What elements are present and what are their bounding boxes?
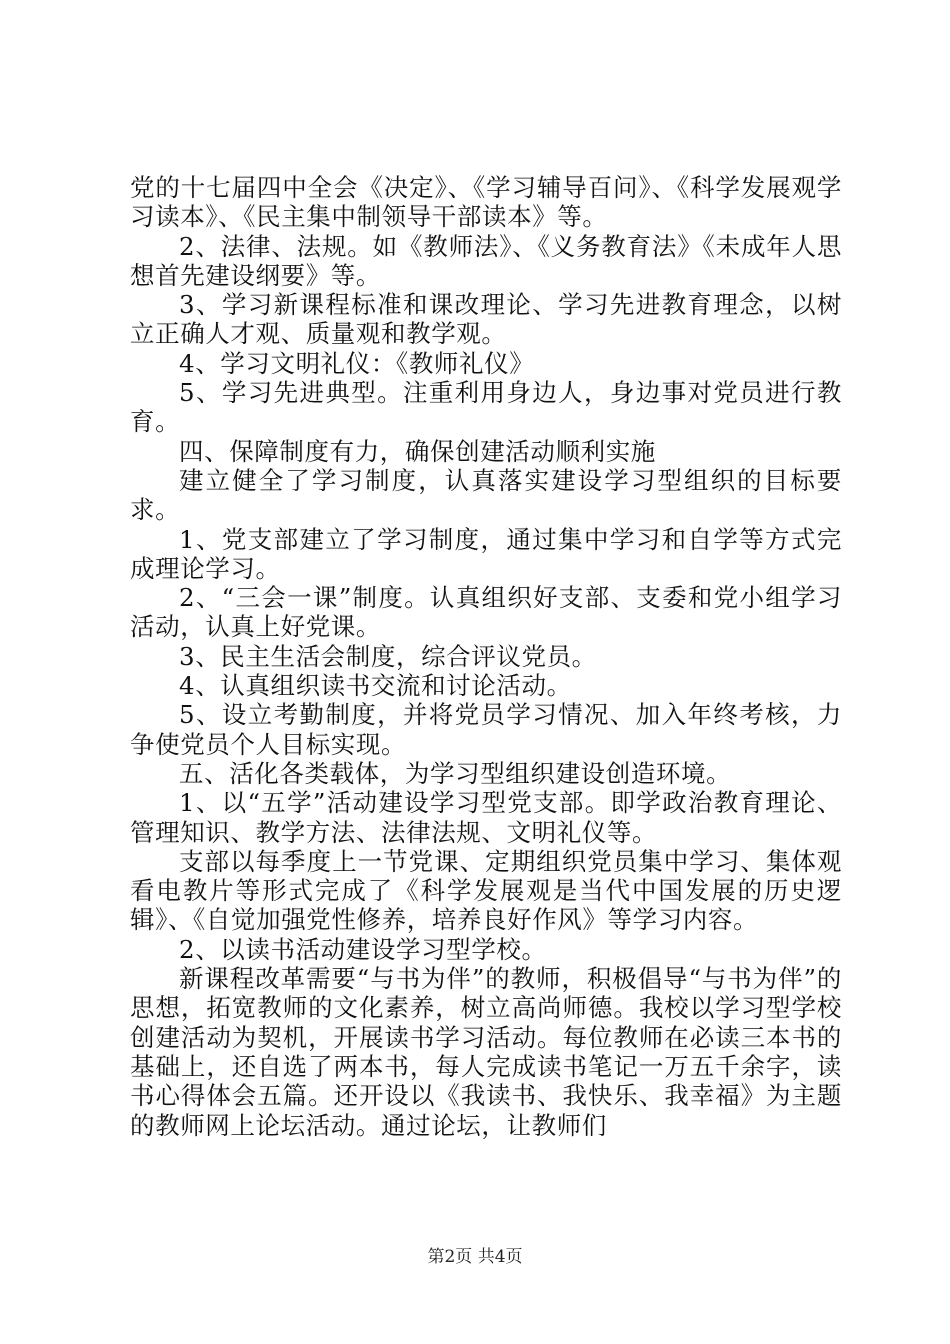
paragraph: 2、以读书活动建设学习型学校。	[179, 934, 547, 964]
paragraph: 3、民主生活会制度，综合评议党员。	[179, 641, 597, 671]
paragraph: 2、“三会一课”制度。认真组织好支部、支委和党小组学习活动，认真上好党课。	[130, 583, 842, 642]
paragraph: 5、学习先进典型。注重利用身边人，身边事对党员进行教育。	[130, 378, 842, 437]
paragraph: 2、法律、法规。如《教师法》、《义务教育法》《未成年人思想首先建设纲要》等。	[130, 231, 842, 290]
paragraph: 支部以每季度上一节党课、定期组织党员集中学习、集体观看电教片等形式完成了《科学发展观是当代中国发展的历史逻辑》、《自觉加强党性修养，培养良好作风》等学习内容。	[130, 846, 842, 935]
paragraph: 1、党支部建立了学习制度，通过集中学习和自学等方式完成理论学习。	[130, 524, 842, 583]
section-heading: 四、保障制度有力，确保创建活动顺利实施	[179, 436, 656, 466]
paragraph: 3、学习新课程标准和课改理论、学习先进教育理念，以树立正确人才观、质量观和教学观。	[130, 290, 842, 349]
paragraph: 党的十七届四中全会《决定》、《学习辅导百问》、《科学发展观学习读本》、《民主集中制领导干部读本》等。	[130, 173, 842, 232]
paragraph: 建立健全了学习制度，认真落实建设学习型组织的目标要求。	[130, 465, 842, 525]
page-number-footer: 第2页 共4页	[427, 1247, 523, 1267]
paragraph: 4、认真组织读书交流和讨论活动。	[179, 671, 572, 701]
document-body	[130, 173, 842, 1140]
section-heading: 五、活化各类载体，为学习型组织建设创造环境。	[179, 758, 732, 788]
paragraph: 1、以“五学”活动建设学习型党支部。即学政治教育理论、管理知识、教学方法、法律法规、文明礼仪等。	[130, 788, 842, 847]
paragraph: 新课程改革需要“与书为伴”的教师，积极倡导“与书为伴”的思想，拓宽教师的文化素养，树立高尚师德。我校以学习型学校创建活动为契机，开展读书学习活动。每位教师在必读三本书的基础上，还自选了两本书，每人完成读书笔记一万五千余字，读书心得体会五篇。还开设以《我读书、我快乐、我幸福》为主题的教师网上论坛活动。通过论坛，让教师们	[130, 964, 842, 1140]
paragraph: 4、学习文明礼仪：《教师礼仪》	[179, 348, 535, 378]
paragraph: 5、设立考勤制度，并将党员学习情况、加入年终考核，力争使党员个人目标实现。	[130, 700, 842, 759]
